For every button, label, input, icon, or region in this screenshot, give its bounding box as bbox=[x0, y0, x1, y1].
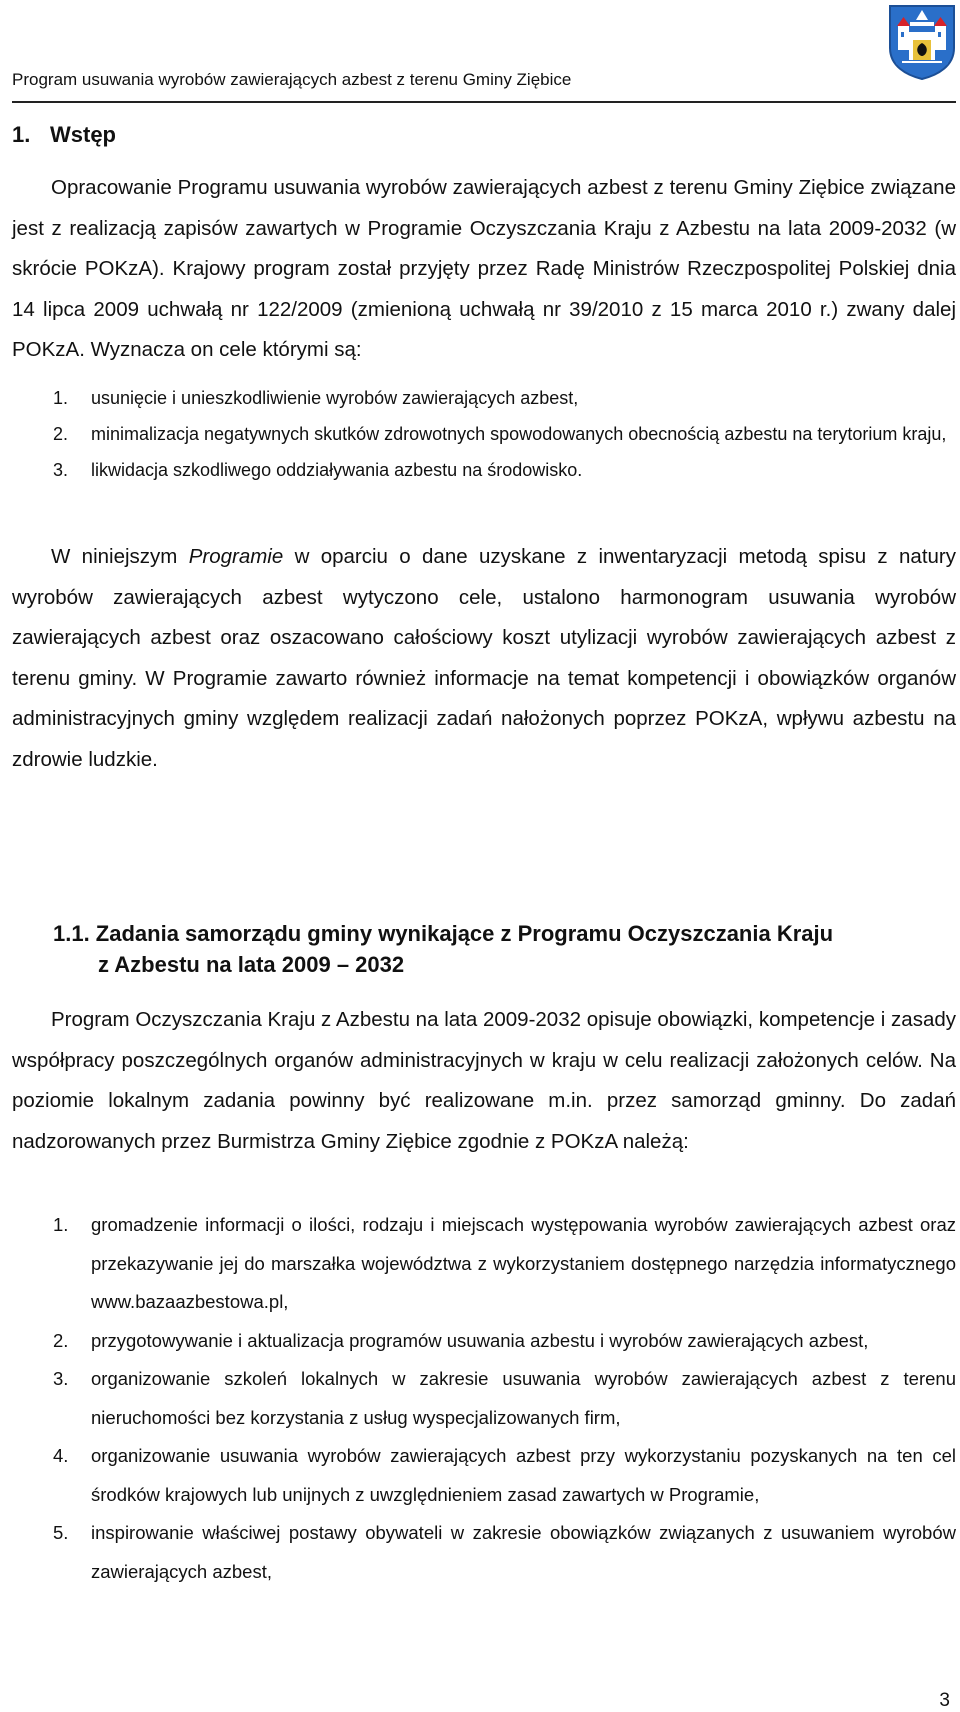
program-description-paragraph bbox=[12, 537, 956, 780]
list-text: organizowanie usuwania wyrobów zawierających azbest przy wykorzystaniu pozyskanych na ten cel środków krajowych lub unijnych z uwzględnieniem zasad zawartych w Programie, bbox=[91, 1445, 956, 1505]
subsection-title-line2: z Azbestu na lata 2009 – 2032 bbox=[98, 952, 405, 977]
list-item bbox=[12, 380, 956, 416]
page-number: 3 bbox=[939, 1690, 950, 1711]
tasks-list bbox=[12, 1206, 956, 1591]
list-text: przygotowywanie i aktualizacja programów usuwania azbestu i wyrobów zawierających azbest, bbox=[91, 1329, 869, 1351]
list-number: 2. bbox=[53, 1329, 69, 1351]
subsection-title-line1: 1.1. Zadania samorządu gminy wynikające z Programu Oczyszczania Kraju bbox=[53, 921, 834, 946]
list-number: 1. bbox=[53, 1214, 69, 1235]
list-item bbox=[12, 1206, 956, 1322]
list-number: 3. bbox=[53, 460, 69, 480]
coat-of-arms-icon bbox=[888, 4, 956, 80]
list-number: 4. bbox=[53, 1445, 69, 1466]
list-text: likwidacja szkodliwego oddziaływania azbestu na środowisko. bbox=[91, 460, 583, 480]
list-item bbox=[12, 1360, 956, 1437]
list-text: organizowanie szkoleń lokalnych w zakresie usuwania wyrobów zawierających azbest z terenu nieruchomości bez korzystania z usług wyspecjalizowanych firm, bbox=[91, 1368, 956, 1428]
document-title: Program usuwania wyrobów zawierających azbest z terenu Gminy Ziębice bbox=[12, 70, 572, 89]
list-item bbox=[12, 1437, 956, 1514]
goals-list bbox=[12, 380, 956, 488]
list-number: 5. bbox=[53, 1522, 69, 1543]
intro-paragraph: Opracowanie Programu usuwania wyrobów zawierających azbest z terenu Gminy Ziębice związane jest z realizacją zapisów zawartych w Programie Oczyszczania Kraju z Azbestu na lata 2009-2032 (w skrócie POKzA). Krajowy program został przyjęty przez Radę Ministrów Rzeczpospolitej Polskiej dnia 14 lipca 2009 uchwałą nr 122/2009 (zmienioną uchwałą nr 39/2010 z 15 marca 2010 r.) zwany dalej POKzA. Wyznacza on cele którymi są: bbox=[12, 176, 956, 361]
list-number: 2. bbox=[53, 424, 69, 444]
list-item bbox=[12, 416, 956, 452]
section-heading bbox=[12, 122, 116, 148]
list-text: gromadzenie informacji o ilości, rodzaju i miejscach występowania wyrobów zawierających azbest oraz przekazywanie jej do marszałka województwa z wykorzystaniem dostępnego narzędzia informatycznego www.bazaazbestowa.pl, bbox=[91, 1214, 956, 1312]
list-item bbox=[12, 1514, 956, 1591]
tasks-intro-paragraph: Program Oczyszczania Kraju z Azbestu na lata 2009-2032 opisuje obowiązki, kompetencje i zasady współpracy poszczególnych organów administracyjnych w kraju w celu realizacji założonych celów. Na poziomie lokalnym zadania powinny być realizowane m.in. przez samorząd gminny. Do zadań nadzorowanych przez Burmistrza Gminy Ziębice zgodnie z POKzA należą: bbox=[12, 1008, 956, 1153]
list-number: 1. bbox=[53, 388, 69, 408]
list-text: minimalizacja negatywnych skutków zdrowotnych spowodowanych obecnością azbestu na terytorium kraju, bbox=[91, 424, 947, 444]
subsection-heading bbox=[53, 918, 933, 980]
page-header bbox=[12, 0, 956, 103]
list-number: 3. bbox=[53, 1368, 69, 1389]
list-item bbox=[12, 452, 956, 488]
paragraph-text: W niniejszym bbox=[51, 545, 189, 568]
list-text: usunięcie i unieszkodliwienie wyrobów zawierających azbest, bbox=[91, 388, 579, 408]
section-title: Wstęp bbox=[50, 122, 116, 147]
emphasis-text: Programie bbox=[188, 545, 284, 568]
paragraph-text: w oparciu o dane uzyskane z inwentaryzacji metodą spisu z natury wyrobów zawierających azbest wytyczono cele, ustalono harmonogram usuwania wyrobów zawierających azbest oraz oszacowano całościowy koszt utylizacji wyrobów zawierających azbest z terenu gminy. W Programie zawarto również informacje na temat kompetencji i obowiązków organów administracyjnych gminy względem realizacji zadań nałożonych poprzez POKzA, wpływu azbestu na zdrowie ludzkie. bbox=[12, 545, 956, 771]
list-item bbox=[12, 1322, 956, 1361]
section-number: 1. bbox=[12, 122, 31, 147]
list-text: inspirowanie właściwej postawy obywateli w zakresie obowiązków związanych z usuwaniem wyrobów zawierających azbest, bbox=[91, 1522, 956, 1582]
